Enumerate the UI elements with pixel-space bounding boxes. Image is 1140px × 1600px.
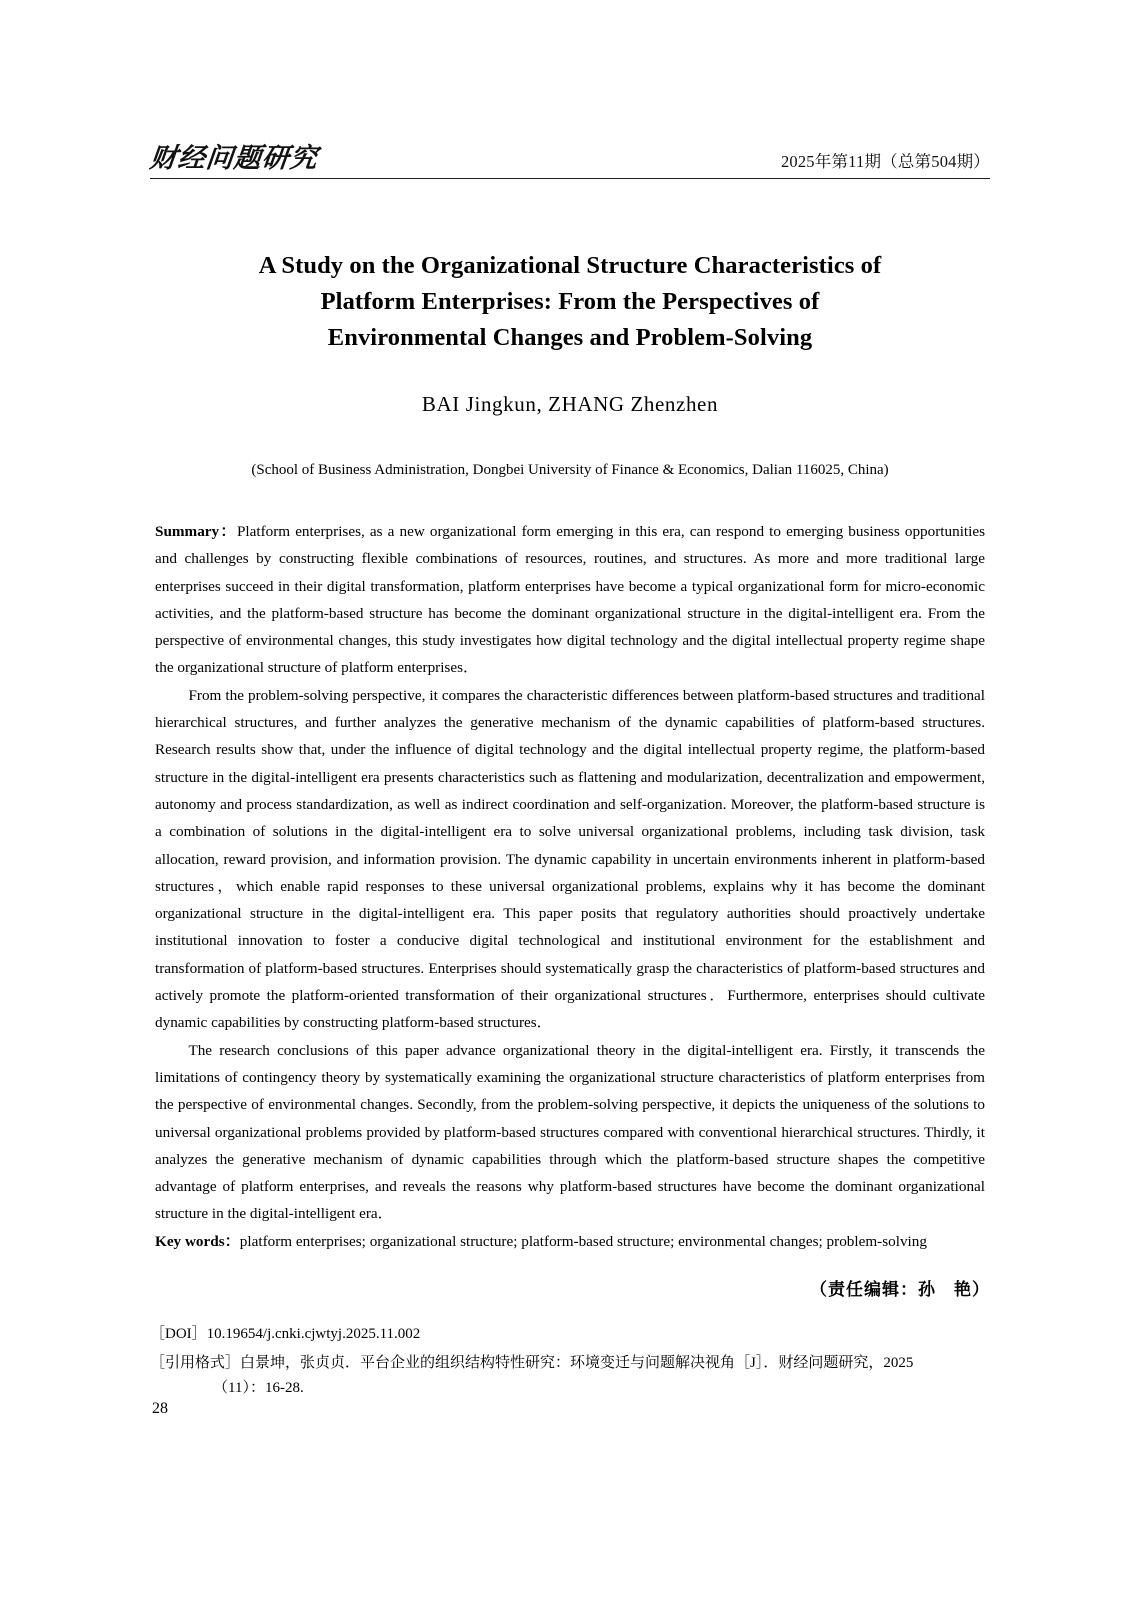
author-list: BAI Jingkun, ZHANG Zhenzhen [421,392,719,416]
summary-paragraph-2: From the problem-solving perspective, it compares the characteristic differences between platform-based structures and traditional hierarchical structures, and further analyzes the generative mechanism of the dynamic capabilities of platform-based structures. Research results show that, under the influence of digital technology and the digital intellectual property regime, the platform-based structure in the digital-intelligent era presents characteristics such as flattening and modularization, decentralization and empowerment, autonomy and process standardization, as well as indirect coordination and self-organization. Moreover, the platform-based structure is a combination of solutions in the digital-intelligent era to solve universal organizational problems, including task division, task allocation, reward provision, and information provision. The dynamic capability in uncertain environments inherent in platform-based structures，which enable rapid responses to these universal organizational problems, explains why it has become the dominant organizational structure in the digital-intelligent era. This paper posits that regulatory authorities should proactively undertake institutional innovation to foster a conducive digital technological and institutional environment for the establishment and transformation of platform-based structures. Enterprises should systematically grasp the characteristics of platform-based structures and actively promote the platform-oriented transformation of their organizational structures．Furthermore, enterprises should cultivate dynamic capabilities by constructing platform-based structures． [155,686,985,1032]
keywords-text: platform enterprises; organizational structure; platform-based structure; environmental changes; problem-solving [239,1232,927,1250]
affiliation: (School of Business Administration, Dongbei University of Finance & Economics, Dalian 116025, China) [251,462,889,478]
title-line-3: Environmental Changes and Problem-Solving [327,324,813,351]
citation-line [150,1351,990,1401]
title-line-2: Platform Enterprises: From the Perspectives of [320,288,820,315]
keywords-label: Key words： [155,1232,240,1250]
citation-line-2: （11）：16-28. [213,1380,304,1396]
article-meta [150,1322,990,1401]
abstract-section [155,518,985,1255]
page-title [170,248,970,356]
summary-text-1: Platform enterprises, as a new organizational form emerging in this era, can respond to emerging business opportunities and challenges by constructing flexible combinations of resources, routines, and structures. As more and more traditional large enterprises succeed in their digital transformation, platform enterprises have become a typical organizational form for micro-economic activities, and the platform-based structure has become the dominant organizational structure in the digital-intelligent era. From the perspective of environmental changes, this study investigates how digital technology and the digital intellectual property regime shape the organizational structure of platform enterprises． [155,523,986,677]
keywords-paragraph [155,1228,985,1255]
summary-label: Summary： [155,523,237,540]
title-line-1: A Study on the Organizational Structure Characteristics of [258,252,882,279]
summary-paragraph-1 [155,518,985,682]
responsible-editor: （责任编辑：孙 艳） [810,1280,990,1299]
page-header [150,130,990,179]
journal-logo: 财经问题研究 [148,143,320,173]
page-number: 28 [152,1400,168,1417]
summary-paragraph-3: The research conclusions of this paper advance organizational theory in the digital-intelligent era. Firstly, it transcends the limitations of contingency theory by systematically examining the organizational structure characteristics of platform enterprises from the perspective of environmental changes. Secondly, from the problem-solving perspective, it depicts the uniqueness of the solutions to universal organizational problems provided by platform-based structures compared with conventional hierarchical structures. Thirdly, it analyzes the generative mechanism of dynamic capabilities through which the platform-based structure shapes the competitive advantage of platform enterprises, and reveals the reasons why platform-based structures have become the dominant organizational structure in the digital-intelligent era． [155,1041,985,1223]
issue-info: 2025年第11期（总第504期） [780,152,990,171]
citation-line-1: ［引用格式］白景坤，张贞贞．平台企业的组织结构特性研究：环境变迁与问题解决视角［J］．财经问题研究，2025 [150,1355,914,1371]
doi-line: ［DOI］10.19654/j.cnki.cjwtyj.2025.11.002 [150,1326,421,1342]
